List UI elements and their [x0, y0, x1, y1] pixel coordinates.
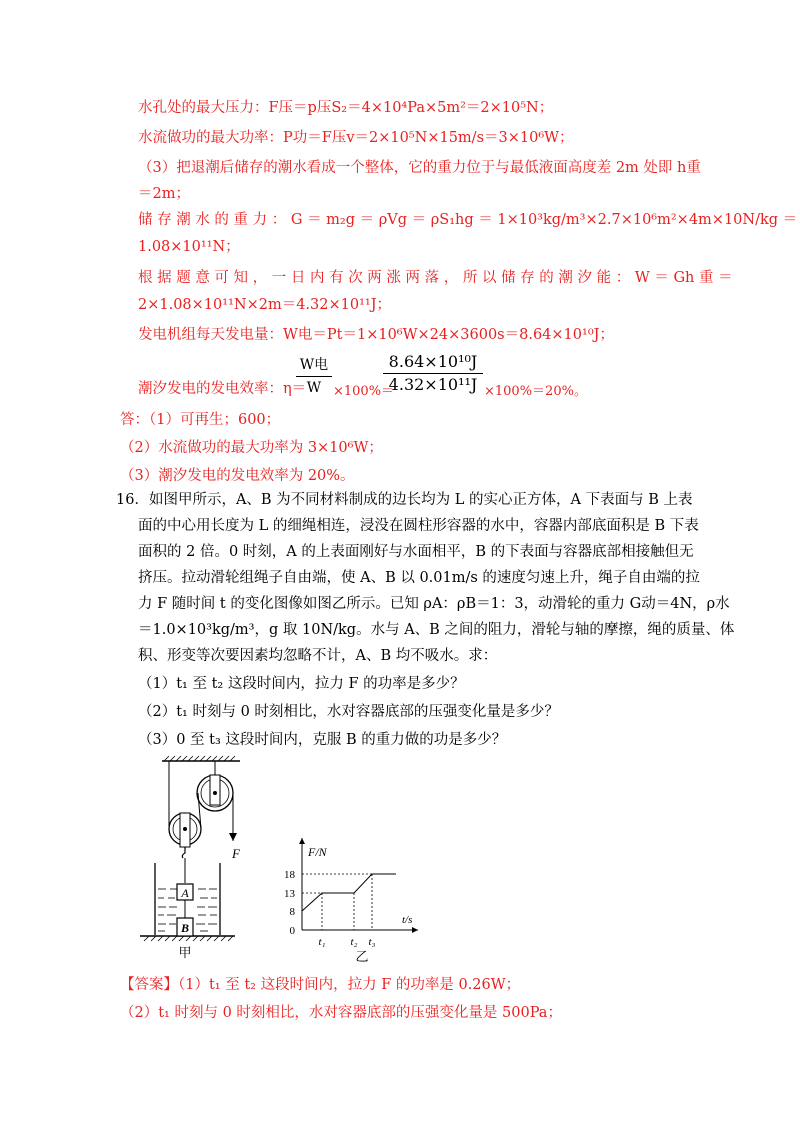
x-axis-arrow [412, 927, 418, 933]
y-axis-arrow [299, 838, 305, 844]
efficiency-suffix: ×100%＝20%。 [484, 384, 587, 399]
ceiling [162, 756, 240, 761]
fraction-denominator: W [306, 380, 322, 396]
solution-gravity-result: 1.08×10¹¹N； [138, 239, 240, 255]
solution-daily-output: 发电机组每天发电量：W电＝Pt＝1×10⁶W×24×3600s＝8.64×10¹⁰J； [138, 327, 614, 343]
force-label: F [232, 846, 240, 861]
x-tick-label: t₃ [368, 936, 376, 948]
svg-text:A: A [181, 886, 189, 900]
pulley-diagram [140, 755, 270, 965]
fraction-numerator: 8.64×10¹⁰J [388, 352, 478, 371]
final-answer-1-text: （1）t₁ 至 t₂ 这段时间内，拉力 F 的功率是 0.26W； [178, 977, 521, 993]
efficiency-fraction-symbolic [296, 356, 332, 397]
force-series-line [302, 874, 396, 911]
question-16-line1: 16．如图甲所示，A、B 为不同材料制成的边长均为 L 的实心正方体，A 下表面与 B 上表 [116, 492, 693, 508]
efficiency-prefix: 潮汐发电的发电效率：η＝ [138, 381, 307, 397]
x-tick-label: t₂ [350, 936, 358, 948]
block-b [177, 918, 193, 936]
y-tick-labels [284, 869, 296, 937]
solution-height: ＝2m； [138, 186, 190, 202]
y-tick-label: 18 [284, 869, 295, 881]
solution-tidal-energy-result: 2×1.08×10¹¹N×2m＝4.32×10¹¹J； [138, 297, 392, 313]
fraction-bar [296, 376, 332, 377]
answer-2: （2）水流做功的最大功率为 3×10⁶W； [120, 440, 383, 456]
subquestion-1: （1）t₁ 至 t₂ 这段时间内，拉力 F 的功率是多少？ [138, 676, 465, 692]
answer-3: （3）潮汐发电的发电效率为 20%。 [120, 468, 355, 484]
question-16-line4: 挤压。拉动滑轮组绳子自由端，使 A、B 以 0.01m/s 的速度匀速上升，绳子自由端的拉 [138, 570, 700, 586]
y-tick-label: 0 [289, 925, 295, 937]
question-16-line2: 面的中心用长度为 L 的细绳相连，浸没在圆柱形容器的水中，容器内部底面积是 B 下表 [138, 518, 699, 534]
efficiency-mid: ×100%＝ [333, 384, 395, 399]
final-answer-2: （2）t₁ 时刻与 0 时刻相比，水对容器底部的压强变化量是 500Pa； [120, 1005, 562, 1021]
solution-max-pressure: 水孔处的最大压力：F压＝p压S₂＝4×10⁴Pa×5m²＝2×10⁵N； [138, 100, 554, 116]
question-16-line3: 面积的 2 倍。0 时刻，A 的上表面刚好与水面相平，B 的下表面与容器底部相接触但无 [138, 544, 694, 560]
answer-tag: 【答案】 [120, 977, 178, 993]
figure-caption-jia: 甲 [178, 945, 192, 960]
subquestion-3: （3）0 至 t₃ 这段时间内，克服 B 的重力做的功是多少？ [138, 732, 507, 748]
svg-text:B: B [180, 921, 190, 935]
y-axis-label: F/N [308, 845, 327, 859]
solution-max-power: 水流做功的最大功率：P功＝F压v＝2×10⁵N×15m/s＝3×10⁶W； [138, 130, 574, 146]
y-tick-label: 8 [289, 906, 295, 918]
fraction-denominator: 4.32×10¹¹J [388, 375, 478, 394]
solution-step3-intro: （3）把退潮后储存的潮水看成一个整体，它的重力位于与最低液面高度差 2m 处即 h重 [138, 160, 701, 176]
block-a [177, 884, 193, 900]
movable-pulley [169, 813, 201, 858]
x-axis-label: t/s [402, 914, 413, 926]
y-tick-label: 13 [284, 888, 295, 900]
solution-tidal-energy: 根 据 题 意 可 知 ， 一 日 内 有 次 两 涨 两 落 ， 所 以 储 存 的 潮 汐 能 ： W ＝ Gh 重 ＝ [138, 270, 733, 286]
subquestion-2: （2）t₁ 时刻与 0 时刻相比，水对容器底部的压强变化量是多少？ [138, 704, 559, 720]
efficiency-fraction-numeric [383, 353, 483, 394]
x-tick-label: t₁ [318, 936, 326, 948]
force-time-chart [282, 830, 432, 970]
fraction-bar [383, 373, 483, 374]
solution-gravity: 储 存 潮 水 的 重 力 ： G ＝ m₂g ＝ ρVg ＝ ρS₁hg ＝ 1×10³kg/m³×2.7×10⁶m²×4m×10N/kg ＝ [138, 212, 798, 228]
answer-1: 答：（1）可再生；600； [120, 412, 281, 428]
final-answer-1 [120, 975, 520, 995]
x-tick-labels [319, 936, 376, 948]
figure-caption-yi: 乙 [355, 949, 369, 964]
question-16-line7: 积、形变等次要因素均忽略不计，A、B 均不吸水。求： [138, 648, 498, 664]
fixed-pulley [197, 761, 233, 811]
question-16-line6: ＝1.0×10³kg/m³，g 取 10N/kg。水与 A、B 之间的阻力，滑轮与轴的摩擦，绳的质量、体 [138, 622, 735, 638]
fraction-numerator: W电 [299, 357, 329, 373]
question-16-line5: 力 F 随时间 t 的变化图像如图乙所示。已知 ρA：ρB＝1：3，动滑轮的重力 G动＝4N，ρ水 [138, 596, 730, 612]
force-arrow [229, 833, 237, 841]
